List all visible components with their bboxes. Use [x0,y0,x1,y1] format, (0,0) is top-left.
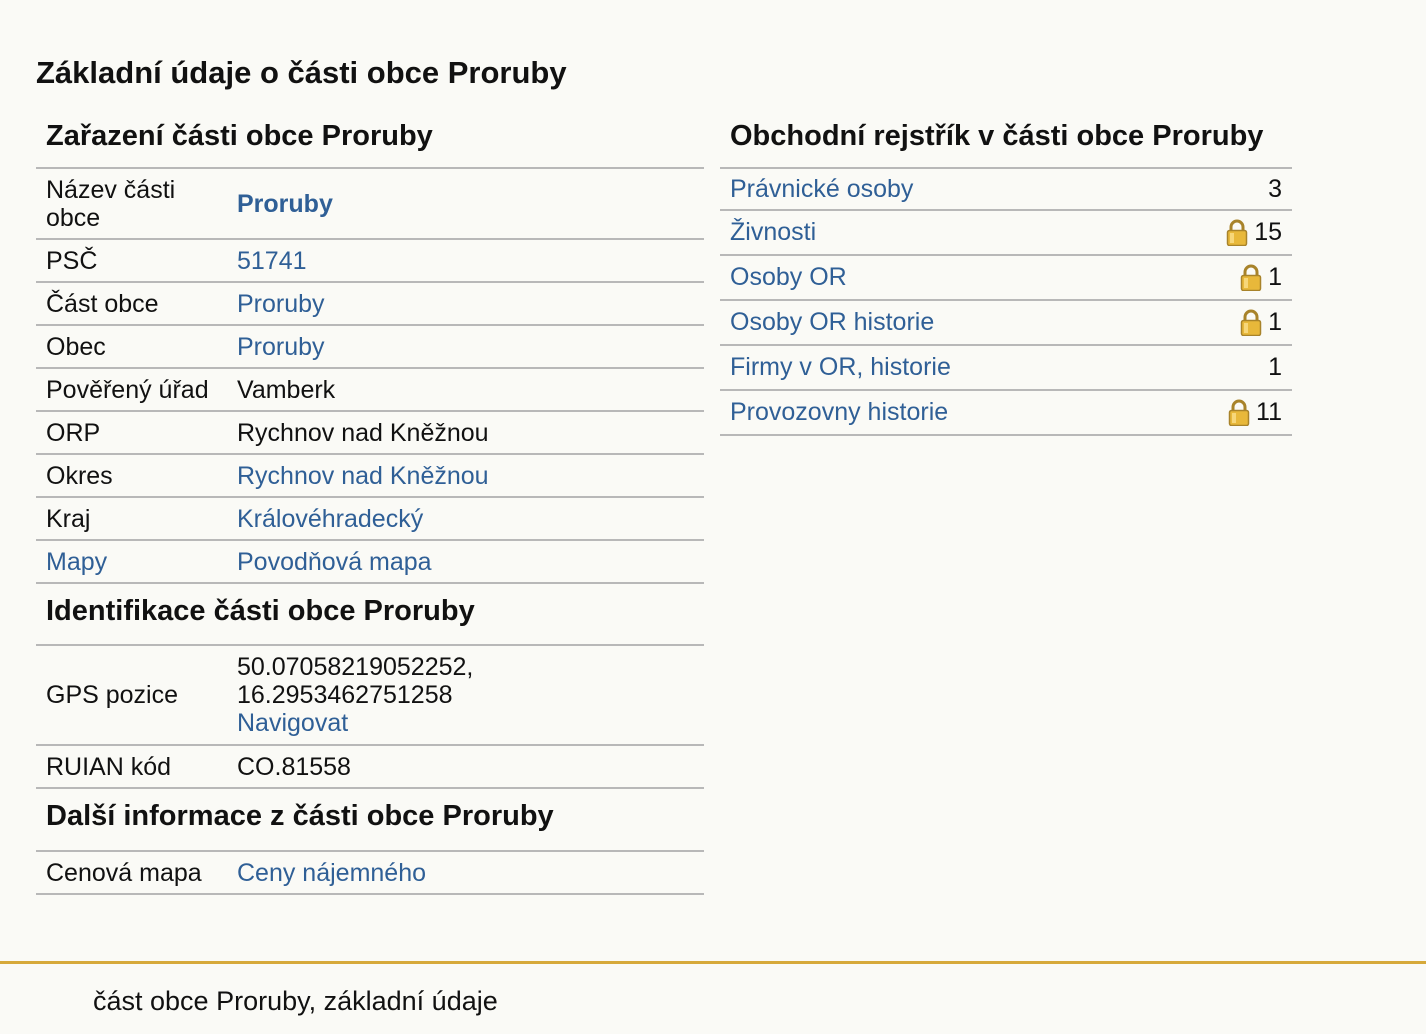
gps-lat: 50.07058219052252, [237,653,474,681]
left-column [36,113,704,895]
or-row-link[interactable]: Osoby OR historie [730,308,935,336]
or-row-link[interactable]: Osoby OR [730,263,847,291]
row-orp [36,412,704,455]
cast-obce-link[interactable]: Proruby [237,289,325,318]
or-row-count: 1 [1268,263,1282,291]
row-label: Obec [46,332,106,361]
row-label: Okres [46,461,113,490]
row-cenova-mapa [36,852,704,895]
povereny-urad-value: Vamberk [237,375,336,404]
or-row-value-wrap [1226,218,1282,247]
row-label: ORP [46,418,101,447]
or-row-count: 1 [1268,308,1282,336]
or-row-link[interactable]: Živnosti [730,218,817,246]
ruian-value: CO.81558 [237,752,351,781]
row-psc [36,240,704,283]
ceny-najemneho-link[interactable]: Ceny nájemného [237,858,427,887]
row-obec [36,326,704,369]
orp-value: Rychnov nad Kněžnou [237,418,489,447]
row-label: Cenová mapa [46,858,202,887]
or-row [720,169,1292,211]
dalsi-heading: Další informace z části obce Proruby [36,789,704,852]
or-row-link[interactable]: Firmy v OR, historie [730,353,951,381]
kraj-link[interactable]: Královéhradecký [237,504,424,533]
row-label: Pověřený úřad [46,375,209,404]
or-row [720,301,1292,346]
row-label: PSČ [46,246,98,275]
row-label: Část obce [46,289,159,318]
lock-icon [1240,264,1262,291]
mapy-link[interactable]: Mapy [46,547,108,576]
povodnova-mapa-link[interactable]: Povodňová mapa [237,547,432,576]
or-row-link[interactable]: Právnické osoby [730,174,914,203]
row-okres [36,455,704,498]
footer-divider [0,961,1426,964]
okres-link[interactable]: Rychnov nad Kněžnou [237,461,489,490]
or-row-link[interactable]: Provozovny historie [730,398,949,426]
or-row [720,256,1292,301]
or-row-value-wrap [1240,263,1282,292]
or-row-count: 3 [1268,174,1282,203]
obchodni-heading: Obchodní rejstřík v části obce Proruby [720,113,1292,169]
row-kraj [36,498,704,541]
row-gps [36,646,704,746]
row-label: GPS pozice [46,681,179,709]
zarazeni-heading: Zařazení části obce Proruby [36,113,704,169]
identifikace-heading: Identifikace části obce Proruby [36,584,704,646]
navigovat-link[interactable]: Navigovat [237,709,349,737]
row-label: Název části obce [46,175,176,232]
or-row [720,346,1292,391]
or-row [720,211,1292,256]
row-label: RUIAN kód [46,752,172,781]
or-row-count: 11 [1256,398,1282,426]
row-cast-obce [36,283,704,326]
page-title: Základní údaje o části obce Proruby [36,55,567,90]
row-label: Kraj [46,504,91,533]
lock-icon [1228,399,1250,426]
nazev-link[interactable]: Proruby [237,189,333,218]
row-mapy [36,541,704,584]
or-row-value-wrap [1268,353,1282,382]
obec-link[interactable]: Proruby [237,332,325,361]
or-row-value-wrap [1228,398,1282,427]
or-row [720,391,1292,436]
footer-text: část obce Proruby, základní údaje [93,986,498,1016]
or-row-count: 1 [1268,353,1282,381]
or-row-count: 15 [1254,218,1282,246]
row-povereny-urad [36,369,704,412]
psc-link[interactable]: 51741 [237,246,307,275]
or-row-value-wrap [1240,308,1282,337]
row-ruian [36,746,704,789]
lock-icon [1240,309,1262,336]
lock-icon [1226,219,1248,246]
or-row-value-wrap [1268,175,1282,204]
gps-lon: 16.2953462751258 [237,681,453,709]
right-column [720,113,1292,436]
row-nazev-casti-obce [36,169,704,240]
